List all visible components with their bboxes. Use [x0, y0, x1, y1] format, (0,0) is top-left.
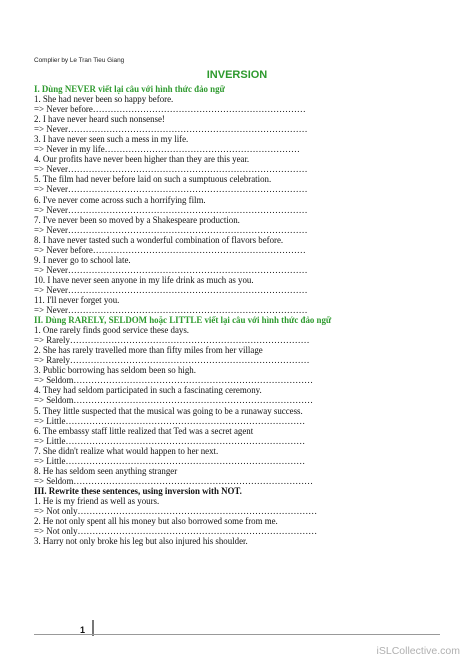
answer-line: => Never before………………………………………………………………	[34, 104, 306, 115]
answer-line: => Never………………………………………………………………………	[34, 124, 308, 135]
question-line: 11. I'll never forget you.	[34, 294, 120, 305]
question-line: 7. She didn't realize what would happen to her next.	[34, 445, 219, 456]
answer-line: => Seldom………………………………………………………………………	[34, 395, 313, 406]
footer-rule	[34, 634, 440, 635]
answer-line: => Never………………………………………………………………………	[34, 224, 308, 235]
answer-line: => Never………………………………………………………………………	[34, 184, 308, 195]
answer-line: => Rarely………………………………………………………………………	[34, 335, 310, 346]
question-line: 2. I have never heard such nonsense!	[34, 114, 165, 125]
question-line: 2. He not only spent all his money but also borrowed some from me.	[34, 516, 278, 527]
answer-line: => Never………………………………………………………………………	[34, 284, 308, 295]
answer-line: => Little………………………………………………………………………	[34, 415, 306, 426]
question-line: 9. I never go to school late.	[34, 254, 131, 265]
answer-line: => Never………………………………………………………………………	[34, 305, 308, 316]
answer-line: => Never………………………………………………………………………	[34, 204, 308, 215]
section-heading: III. Rewrite these sentences, using inversion with NOT.	[34, 485, 242, 496]
answer-line: => Little………………………………………………………………………	[34, 455, 306, 466]
question-line: 3. Harry not only broke his leg but also injured his shoulder.	[34, 536, 248, 547]
page-number: 1	[80, 625, 86, 635]
question-line: 1. She had never been so happy before.	[34, 94, 174, 105]
question-line: 5. The film had never before laid on such a sumptuous celebration.	[34, 174, 272, 185]
answer-line: => Never………………………………………………………………………	[34, 264, 308, 275]
answer-line: => Not only………………………………………………………………………	[34, 505, 318, 516]
question-line: 6. The embassy staff little realized that Ted was a secret agent	[34, 425, 254, 436]
section-heading: II. Dùng RARELY, SELDOM hoặc LITTLE viết lại câu với hình thức đảo ngữ	[34, 315, 332, 326]
question-line: 4. They had seldom participated in such a fascinating ceremony.	[34, 385, 262, 396]
question-line: 5. They little suspected that the musical was going to be a runaway success.	[34, 405, 303, 416]
watermark: iSLCollective.com	[376, 645, 460, 657]
question-line: 4. Our profits have never been higher than they are this year.	[34, 154, 250, 165]
question-line: 8. I have never tasted such a wonderful combination of flavors before.	[34, 234, 284, 245]
question-line: 8. He has seldom seen anything stranger	[34, 465, 178, 476]
question-line: 1. One rarely finds good service these days.	[34, 325, 190, 336]
question-line: 3. I have never seen such a mess in my life.	[34, 134, 189, 145]
answer-line: => Never before………………………………………………………………	[34, 244, 306, 255]
question-line: 2. She has rarely travelled more than fifty miles from her village	[34, 345, 263, 356]
answer-line: => Never in my life…………………………………………………………	[34, 144, 300, 155]
answer-line: => Seldom………………………………………………………………………	[34, 475, 313, 486]
answer-line: => Little………………………………………………………………………	[34, 435, 306, 446]
answer-line: => Rarely………………………………………………………………………	[34, 355, 310, 366]
answer-line: => Never………………………………………………………………………	[34, 164, 308, 175]
question-line: 3. Public borrowing has seldom been so high.	[34, 365, 196, 376]
worksheet-body	[34, 84, 454, 546]
question-line: 7. I've never been so moved by a Shakespeare production.	[34, 214, 240, 225]
answer-line: => Seldom………………………………………………………………………	[34, 375, 313, 386]
compiler-credit: Complier by Le Tran Tieu Giang	[34, 57, 125, 64]
answer-line: => Not only………………………………………………………………………	[34, 526, 318, 537]
question-line: 10. I have never seen anyone in my life drink as much as you.	[34, 274, 254, 285]
section-heading: I. Dùng NEVER viết lại câu với hình thức đảo ngữ	[34, 84, 225, 94]
question-line: 6. I've never come across such a horrifying film.	[34, 194, 206, 205]
question-line: 1. He is my friend as well as yours.	[34, 495, 160, 506]
page-title: INVERSION	[206, 69, 268, 81]
